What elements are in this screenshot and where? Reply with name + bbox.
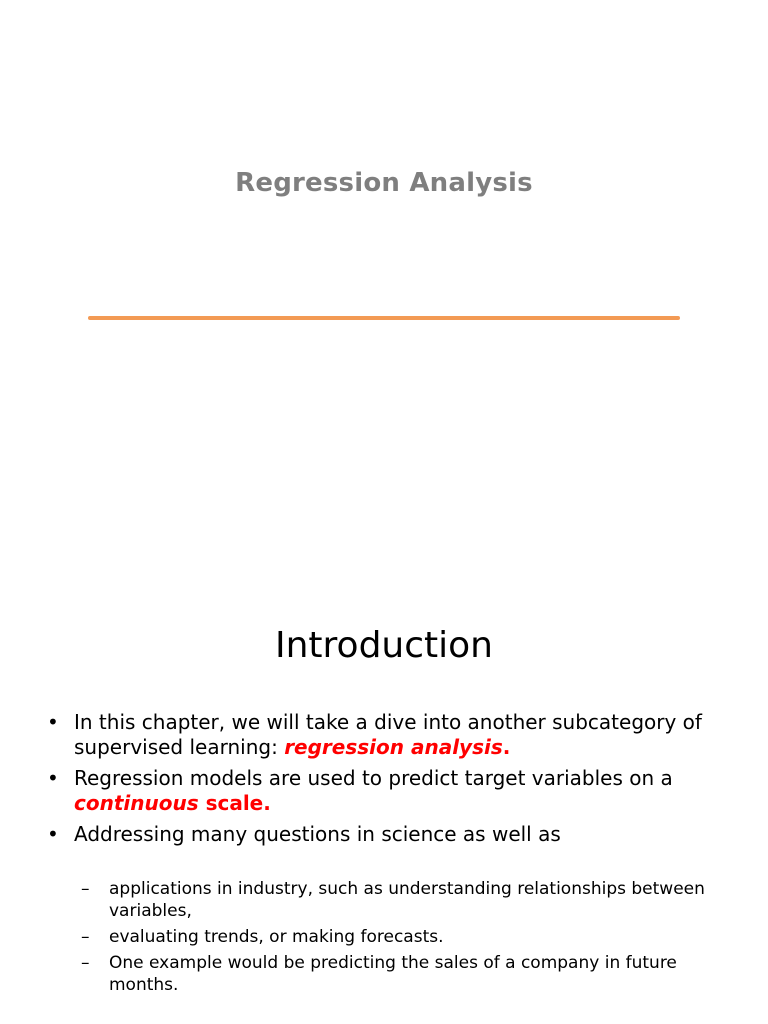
bullet-icon: •	[47, 822, 59, 846]
highlight-punctuation: .	[502, 735, 511, 759]
sub-bullet-text: evaluating trends, or making forecasts.	[109, 927, 444, 947]
introduction-slide	[0, 576, 768, 1024]
title-underline	[88, 316, 680, 320]
bullet-item	[0, 766, 768, 816]
slide-title: Regression Analysis	[235, 168, 533, 198]
bullet-text: In this chapter, we will take a dive into another subcategory of supervised learning:	[74, 710, 702, 759]
bullet-list	[0, 710, 768, 853]
highlight-text: continuous	[74, 791, 199, 815]
dash-icon: –	[81, 927, 90, 947]
bullet-item	[0, 710, 768, 760]
bullet-icon: •	[47, 766, 59, 790]
bullet-item	[0, 822, 768, 847]
sub-bullet-text: One example would be predicting the sales of a company in future months.	[109, 953, 677, 995]
bullet-text: Addressing many questions in science as well as	[74, 822, 561, 846]
sub-bullet-list	[0, 878, 768, 1000]
bullet-text: Regression models are used to predict target variables on a	[74, 766, 673, 790]
highlight-text: regression analysis	[284, 735, 503, 759]
sub-bullet-text: applications in industry, such as understanding relationships between variables,	[109, 879, 705, 921]
sub-bullet-item	[0, 952, 768, 996]
bullet-icon: •	[47, 710, 59, 734]
sub-bullet-item	[0, 878, 768, 922]
sub-bullet-item	[0, 926, 768, 948]
highlight-text: scale.	[198, 791, 271, 815]
slide-title: Introduction	[274, 625, 493, 666]
dash-icon: –	[81, 953, 90, 973]
dash-icon: –	[81, 879, 90, 899]
